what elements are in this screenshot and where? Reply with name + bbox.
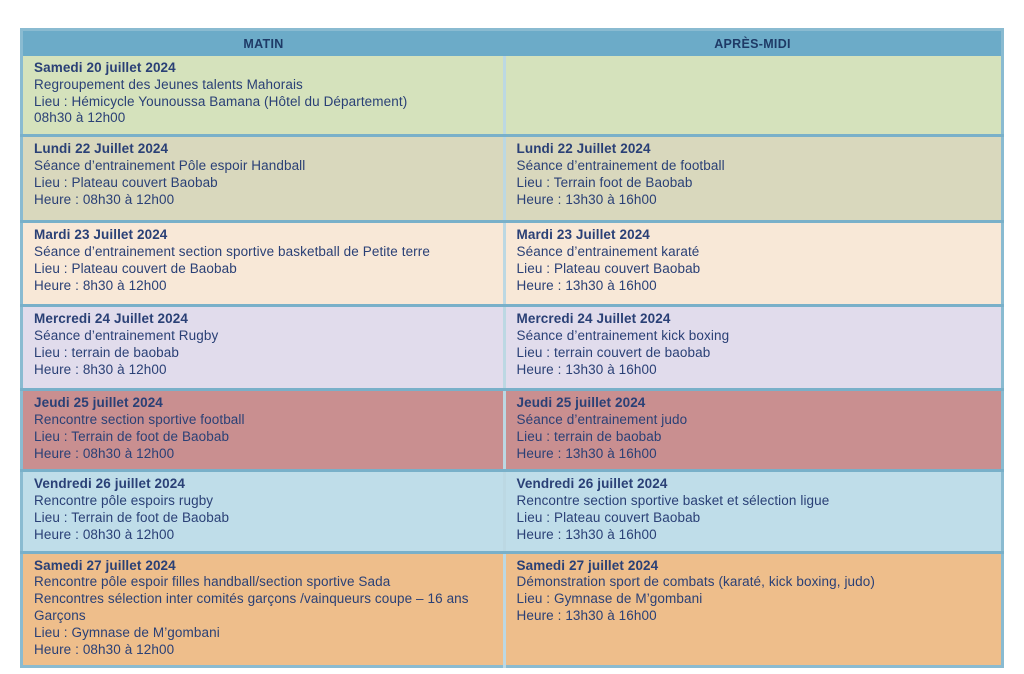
event-line: Rencontre pôle espoirs rugby <box>34 493 214 509</box>
event-line: Lieu : Plateau couvert de Baobab <box>34 260 237 276</box>
event-line: 08h30 à 12h00 <box>34 110 126 126</box>
event-line: Lieu : Gymnase de M’gombani <box>34 624 220 640</box>
event-line: Lieu : terrain de baobab <box>516 428 662 444</box>
event-line: Séance d’entrainement section sportive basketball de Petite terre <box>34 243 430 259</box>
table-row <box>22 222 1003 306</box>
afternoon-cell <box>504 552 1003 667</box>
event-line: Rencontre section sportive football <box>34 411 245 427</box>
afternoon-cell <box>504 390 1003 471</box>
event-date: Mercredi 24 Juillet 2024 <box>516 311 671 327</box>
event-line: Lieu : Gymnase de M’gombani <box>516 591 703 607</box>
header-row <box>22 30 1003 57</box>
event-line: Heure : 08h30 à 12h00 <box>34 526 175 542</box>
event-line: Démonstration sport de combats (karaté, kick boxing, judo) <box>516 574 875 590</box>
event-line: Lieu : Plateau couvert Baobab <box>34 174 218 190</box>
event-line: Rencontres sélection inter comités garçons /vainqueurs coupe – 16 ans Garçons <box>34 591 469 623</box>
event-line: Heure : 08h30 à 12h00 <box>34 191 175 207</box>
event-line: Heure : 08h30 à 12h00 <box>34 445 175 461</box>
event-date: Lundi 22 Juillet 2024 <box>516 141 651 157</box>
afternoon-cell <box>504 56 1003 136</box>
header-apres-midi: APRÈS-MIDI <box>504 30 1003 57</box>
event-line: Heure : 13h30 à 16h00 <box>516 277 657 293</box>
table-row <box>22 552 1003 667</box>
table-row <box>22 56 1003 136</box>
table-row <box>22 306 1003 390</box>
schedule-body <box>22 56 1003 667</box>
morning-cell <box>22 222 505 306</box>
morning-cell <box>22 306 505 390</box>
event-line: Regroupement des Jeunes talents Mahorais <box>34 76 303 92</box>
event-date: Mardi 23 Juillet 2024 <box>34 227 168 243</box>
event-line: Lieu : terrain couvert de baobab <box>516 344 711 360</box>
table-row <box>22 390 1003 471</box>
event-line: Heure : 8h30 à 12h00 <box>34 361 167 377</box>
event-line: Séance d’entrainement karaté <box>516 243 700 259</box>
event-line: Lieu : Hémicycle Younoussa Bamana (Hôtel du Département) <box>34 93 408 109</box>
event-line: Séance d’entrainement Rugby <box>34 327 219 343</box>
event-line: Séance d’entrainement de football <box>516 157 725 173</box>
morning-cell <box>22 136 505 222</box>
morning-cell <box>22 56 505 136</box>
event-date: Vendredi 26 juillet 2024 <box>34 476 185 492</box>
event-line: Heure : 13h30 à 16h00 <box>516 445 657 461</box>
event-date: Samedi 27 juillet 2024 <box>34 557 176 573</box>
event-line: Séance d’entrainement judo <box>516 411 688 427</box>
event-date: Lundi 22 Juillet 2024 <box>34 141 169 157</box>
event-date: Samedi 27 juillet 2024 <box>516 557 659 573</box>
afternoon-cell <box>504 306 1003 390</box>
schedule-header <box>22 30 1003 57</box>
event-line: Lieu : terrain de baobab <box>34 344 180 360</box>
event-date: Jeudi 25 juillet 2024 <box>34 395 163 411</box>
event-line: Heure : 8h30 à 12h00 <box>34 277 167 293</box>
event-line: Lieu : Terrain de foot de Baobab <box>34 509 230 525</box>
afternoon-cell <box>504 471 1003 552</box>
event-line: Lieu : Terrain de foot de Baobab <box>34 428 230 444</box>
event-line: Heure : 13h30 à 16h00 <box>516 526 657 542</box>
afternoon-cell <box>504 136 1003 222</box>
weekly-schedule-table <box>20 28 1004 668</box>
header-matin: MATIN <box>22 30 505 57</box>
event-date: Vendredi 26 juillet 2024 <box>516 476 668 492</box>
event-line: Lieu : Plateau couvert Baobab <box>516 509 701 525</box>
event-line: Rencontre section sportive basket et sélection ligue <box>516 493 830 509</box>
event-line: Heure : 13h30 à 16h00 <box>516 191 657 207</box>
morning-cell <box>22 471 505 552</box>
event-line: Lieu : Terrain foot de Baobab <box>516 174 693 190</box>
event-line: Lieu : Plateau couvert Baobab <box>516 260 701 276</box>
event-line: Heure : 13h30 à 16h00 <box>516 361 657 377</box>
event-line: Séance d’entrainement Pôle espoir Handball <box>34 157 306 173</box>
event-date: Mercredi 24 Juillet 2024 <box>34 311 188 327</box>
event-line: Heure : 08h30 à 12h00 <box>34 641 175 657</box>
event-line: Rencontre pôle espoir filles handball/section sportive Sada <box>34 574 391 590</box>
afternoon-cell <box>504 222 1003 306</box>
event-line: Heure : 13h30 à 16h00 <box>516 607 657 623</box>
table-row <box>22 471 1003 552</box>
morning-cell <box>22 390 505 471</box>
event-line: Séance d’entrainement kick boxing <box>516 327 730 343</box>
event-date: Jeudi 25 juillet 2024 <box>516 395 646 411</box>
morning-cell <box>22 552 505 667</box>
table-row <box>22 136 1003 222</box>
event-date: Mardi 23 Juillet 2024 <box>516 227 650 243</box>
event-date: Samedi 20 juillet 2024 <box>34 60 176 75</box>
